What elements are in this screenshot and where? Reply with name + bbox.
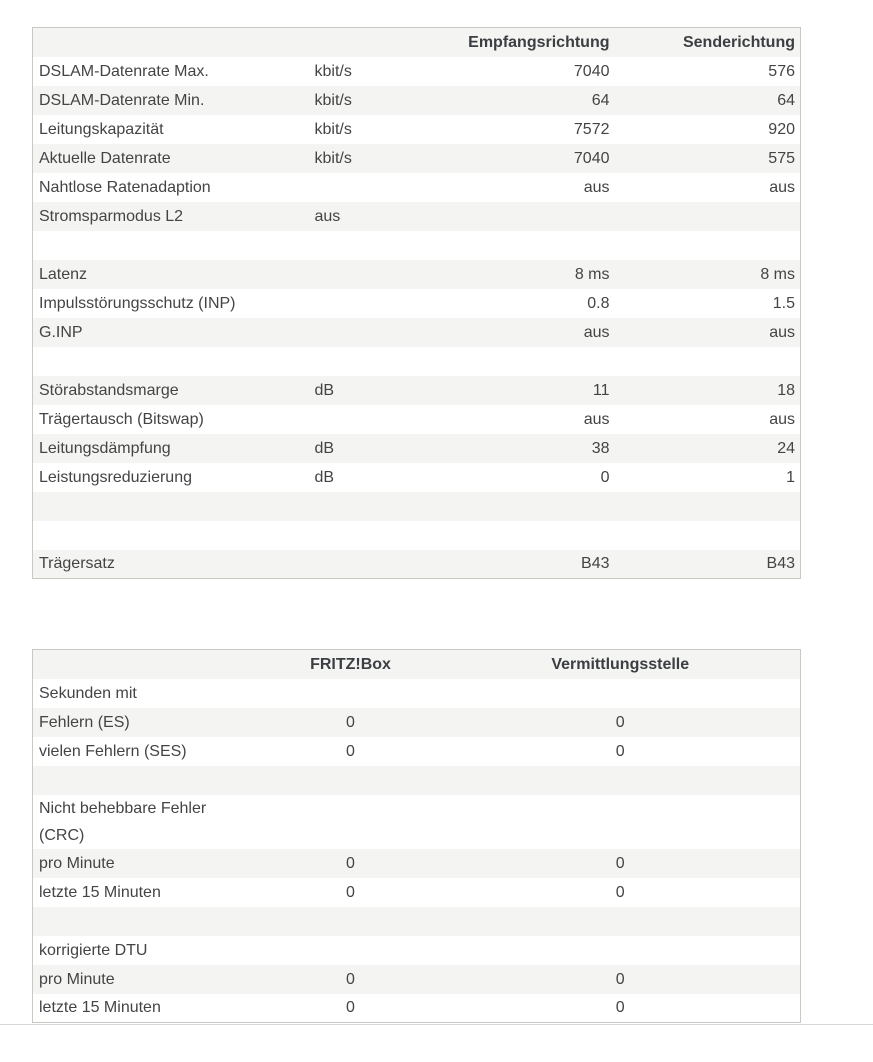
row-downstream-value	[429, 202, 615, 231]
row-label: korrigierte DTU	[39, 941, 148, 959]
table-row	[33, 144, 801, 173]
row-fritzbox-value: 0	[346, 999, 355, 1017]
header-label	[33, 28, 309, 57]
row-upstream-value: 8 ms	[760, 265, 795, 283]
row-label: pro Minute	[39, 970, 115, 988]
row-upstream-value: aus	[769, 178, 795, 196]
table-header-row	[33, 28, 801, 57]
row-exchange-value	[441, 795, 801, 849]
row-label: Leitungskapazität	[39, 120, 164, 138]
table-row	[33, 434, 801, 463]
header-downstream: Empfangsrichtung	[468, 33, 610, 51]
error-counter-table	[32, 649, 801, 1023]
row-fritzbox-value: 0	[346, 970, 355, 988]
row-unit: kbit/s	[314, 120, 352, 138]
row-unit: kbit/s	[314, 91, 352, 109]
table-row	[33, 795, 801, 849]
row-label	[33, 766, 261, 795]
row-fritzbox-value: 0	[346, 742, 355, 760]
row-downstream-value: 11	[592, 381, 610, 399]
row-upstream-value	[615, 202, 801, 231]
row-upstream-value: 920	[768, 120, 795, 138]
table-row	[33, 878, 801, 907]
row-downstream-value	[429, 231, 615, 260]
table-row	[33, 347, 801, 376]
row-upstream-value: B43	[766, 555, 795, 573]
row-label: Leistungsreduzierung	[39, 468, 192, 486]
row-upstream-value: 24	[777, 439, 795, 457]
row-unit: kbit/s	[314, 62, 352, 80]
row-downstream-value: 7040	[573, 62, 610, 80]
row-exchange-value	[441, 936, 801, 965]
row-unit	[309, 318, 429, 347]
header-fritzbox: FRITZ!Box	[310, 655, 391, 673]
dsl-line-info-table	[32, 27, 801, 579]
row-upstream-value: 18	[777, 381, 795, 399]
row-downstream-value: B43	[581, 555, 610, 573]
row-downstream-value	[429, 521, 615, 550]
row-unit	[309, 405, 429, 434]
row-label	[33, 492, 309, 521]
table-row	[33, 231, 801, 260]
row-downstream-value: 0.8	[587, 294, 610, 312]
row-downstream-value: 64	[591, 91, 610, 109]
row-upstream-value: 64	[777, 91, 795, 109]
row-exchange-value	[441, 907, 801, 936]
table-row	[33, 849, 801, 878]
row-fritzbox-value	[261, 936, 441, 965]
row-label: Fehlern (ES)	[39, 713, 130, 731]
row-fritzbox-value: 0	[346, 713, 355, 731]
row-unit	[309, 231, 429, 260]
row-upstream-value: 576	[768, 62, 795, 80]
table-row	[33, 202, 801, 231]
header-label	[33, 650, 261, 679]
row-exchange-value	[441, 679, 801, 708]
header-upstream: Senderichtung	[682, 33, 795, 51]
row-label: Störabstandsmarge	[39, 381, 179, 399]
row-label	[33, 907, 261, 936]
table-row	[33, 173, 801, 202]
row-unit	[309, 492, 429, 521]
row-fritzbox-value	[261, 766, 441, 795]
row-downstream-value: 7572	[573, 120, 610, 138]
row-label: DSLAM-Datenrate Min.	[39, 91, 205, 109]
row-label: Trägertausch (Bitswap)	[39, 410, 204, 428]
row-label: vielen Fehlern (SES)	[39, 742, 187, 760]
row-unit: dB	[314, 439, 335, 457]
row-exchange-value: 0	[615, 742, 625, 760]
row-label	[33, 521, 309, 550]
table-row	[33, 936, 801, 965]
row-downstream-value	[429, 347, 615, 376]
row-label: letzte 15 Minuten	[39, 999, 161, 1017]
table-row	[33, 289, 801, 318]
row-fritzbox-value: 0	[346, 854, 355, 872]
row-exchange-value: 0	[615, 883, 625, 901]
row-label: Aktuelle Datenrate	[39, 149, 171, 167]
row-upstream-value	[615, 492, 801, 521]
row-label: Sekunden mit	[39, 684, 137, 702]
row-exchange-value: 0	[615, 713, 625, 731]
row-unit: dB	[314, 468, 335, 486]
row-exchange-value: 0	[615, 854, 625, 872]
row-exchange-value: 0	[615, 999, 625, 1017]
row-unit	[309, 173, 429, 202]
table-row	[33, 737, 801, 766]
row-label: Nahtlose Ratenadaption	[39, 178, 211, 196]
row-upstream-value	[615, 521, 801, 550]
table-row	[33, 492, 801, 521]
row-upstream-value	[615, 347, 801, 376]
table-row	[33, 405, 801, 434]
table-row	[33, 965, 801, 994]
row-unit: aus	[314, 207, 341, 225]
table-row	[33, 550, 801, 579]
row-downstream-value	[429, 492, 615, 521]
row-label: Stromsparmodus L2	[39, 207, 184, 225]
row-label	[33, 347, 309, 376]
row-label: pro Minute	[39, 854, 115, 872]
row-upstream-value: 1	[786, 468, 795, 486]
row-label: Impulsstörungsschutz (INP)	[39, 294, 236, 312]
table-row	[33, 907, 801, 936]
row-exchange-value: 0	[615, 970, 625, 988]
row-label: Trägersatz	[39, 555, 115, 573]
row-downstream-value: aus	[583, 323, 610, 341]
row-unit	[309, 289, 429, 318]
row-upstream-value: 1.5	[772, 294, 795, 312]
row-label: Leitungsdämpfung	[39, 439, 171, 457]
row-unit	[309, 260, 429, 289]
row-exchange-value	[441, 766, 801, 795]
row-upstream-value: aus	[769, 410, 795, 428]
row-upstream-value: 575	[768, 149, 795, 167]
row-label: G.INP	[39, 323, 83, 341]
table-row	[33, 260, 801, 289]
table-row	[33, 994, 801, 1023]
table-row	[33, 318, 801, 347]
table-row	[33, 463, 801, 492]
row-fritzbox-value	[261, 679, 441, 708]
row-unit	[309, 347, 429, 376]
row-label: Latenz	[39, 265, 88, 283]
row-label: Nicht behebbare Fehler (CRC)	[39, 799, 207, 844]
table-header-row	[33, 650, 801, 679]
row-downstream-value: 7040	[573, 149, 610, 167]
table-row	[33, 766, 801, 795]
header-exchange: Vermittlungsstelle	[551, 655, 690, 673]
row-downstream-value: aus	[583, 410, 610, 428]
row-upstream-value: aus	[769, 323, 795, 341]
table-row	[33, 521, 801, 550]
row-unit	[309, 521, 429, 550]
row-upstream-value	[615, 231, 801, 260]
table-row	[33, 708, 801, 737]
row-unit: dB	[314, 381, 335, 399]
table-row	[33, 57, 801, 86]
row-fritzbox-value	[261, 795, 441, 849]
row-downstream-value: 8 ms	[574, 265, 610, 283]
row-downstream-value: 0	[600, 468, 610, 486]
table-row	[33, 679, 801, 708]
row-downstream-value: 38	[591, 439, 610, 457]
row-label: letzte 15 Minuten	[39, 883, 161, 901]
row-unit	[309, 550, 429, 579]
row-label: DSLAM-Datenrate Max.	[39, 62, 209, 80]
table-row	[33, 115, 801, 144]
footer-overlay	[0, 1024, 873, 1062]
table-row	[33, 86, 801, 115]
row-downstream-value: aus	[583, 178, 610, 196]
row-fritzbox-value: 0	[346, 883, 355, 901]
row-label	[33, 231, 309, 260]
header-unit	[309, 28, 429, 57]
row-unit: kbit/s	[314, 149, 352, 167]
table-row	[33, 376, 801, 405]
row-fritzbox-value	[261, 907, 441, 936]
